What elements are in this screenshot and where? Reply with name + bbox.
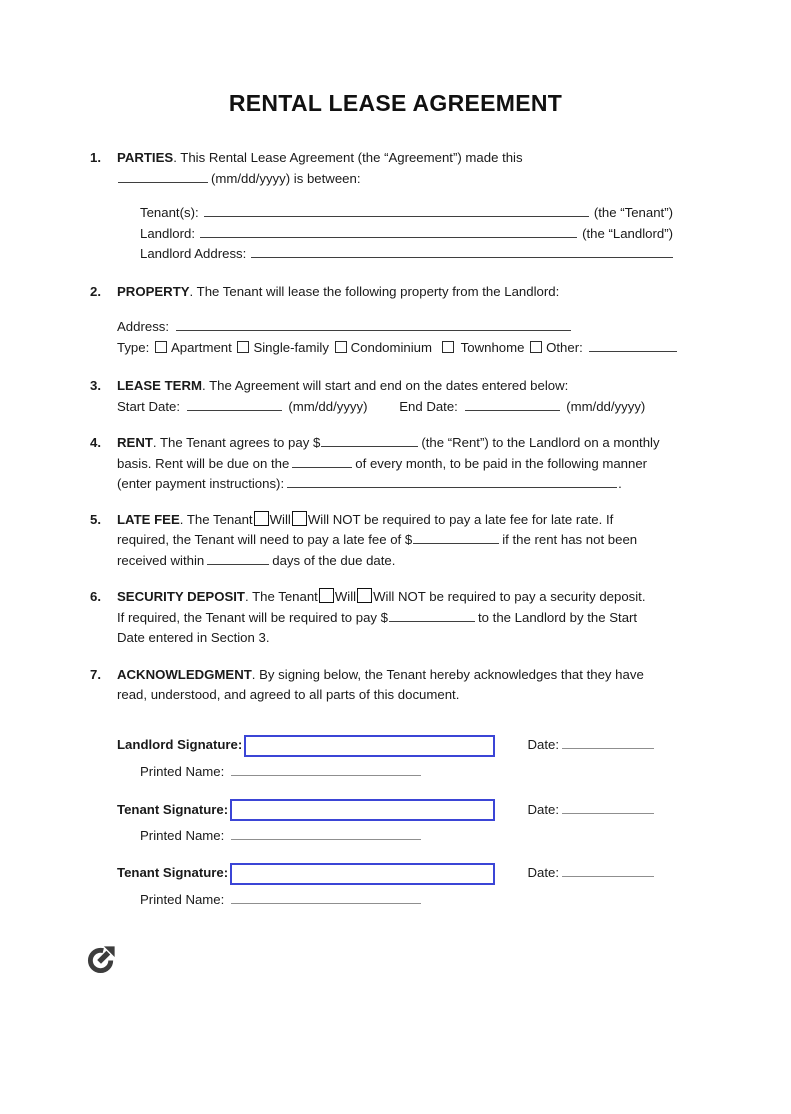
signature-area (117, 735, 791, 911)
late-fee-text-6: days of the due date. (272, 552, 396, 568)
rent-text-4: of every month, to be paid in the following manner (355, 455, 648, 471)
tenant1-signature-input[interactable] (230, 799, 495, 821)
section-number: 3. (90, 378, 101, 393)
late-fee-will-label: Will (269, 511, 291, 527)
section-acknowledgment (90, 665, 791, 706)
deposit-text-4: to the Landlord by the Start (478, 609, 638, 625)
townhome-checkbox[interactable] (442, 341, 454, 353)
property-text-1: . The Tenant will lease the following property from the Landlord: (189, 283, 560, 299)
section-number: 4. (90, 435, 101, 450)
tenant2-date-label: Date: (527, 865, 559, 881)
tenant2-signature-row (117, 863, 657, 885)
start-date-format: (mm/dd/yyyy) (288, 398, 368, 414)
late-fee-text-1: . The Tenant (179, 511, 253, 527)
tenant2-date-blank (562, 863, 654, 877)
late-fee-text-3: required, the Tenant will need to pay a late fee of $ (117, 532, 413, 547)
landlord-signature-label: Landlord Signature: (117, 737, 243, 753)
section-heading: RENT (117, 435, 153, 450)
single-family-checkbox[interactable] (237, 341, 249, 353)
end-date-format: (mm/dd/yyyy) (566, 398, 646, 414)
section-heading: PROPERTY (117, 283, 190, 299)
section-heading: PARTIES (117, 150, 174, 165)
late-fee-will-checkbox[interactable] (254, 511, 269, 526)
other-type-blank (589, 338, 677, 352)
section-property (90, 282, 791, 359)
end-date-label: End Date: (399, 398, 458, 414)
late-fee-days-blank (207, 551, 269, 565)
landlord-printed-name-row (140, 762, 791, 783)
landlord-address-row (140, 244, 673, 265)
tenant-name-blank (204, 203, 589, 217)
parties-text-2: (mm/dd/yyyy) is between: (211, 170, 361, 186)
rent-text-1: . The Tenant agrees to pay $ (152, 435, 321, 450)
single-family-label: Single-family (253, 339, 329, 355)
tenant1-signature-label: Tenant Signature: (117, 801, 229, 817)
rent-text-2: (the “Rent”) to the Landlord on a monthly (421, 435, 660, 450)
deposit-text-5: Date entered in Section 3. (117, 630, 270, 645)
start-date-label: Start Date: (117, 398, 181, 414)
deposit-amount-blank (389, 608, 475, 622)
late-fee-will-not-checkbox[interactable] (292, 511, 307, 526)
tenant1-signature-row (117, 799, 657, 821)
late-fee-amount-blank (413, 530, 499, 544)
section-heading: LEASE TERM (117, 378, 202, 393)
section-parties (90, 148, 791, 265)
property-address-label: Address: (117, 319, 170, 334)
landlord-signature-input[interactable] (244, 735, 495, 757)
property-address-row (117, 317, 709, 338)
late-fee-text-4: if the rent has not been (502, 532, 638, 547)
section-number: 6. (90, 589, 101, 604)
section-number: 2. (90, 283, 101, 299)
late-fee-text-2: Will NOT be required to pay a late fee for late rate. If (307, 511, 614, 527)
rent-text-3: basis. Rent will be due on the (117, 455, 290, 471)
landlord-name-row (140, 224, 673, 245)
tenant-name-row (140, 203, 673, 224)
acknowledgment-text-2: read, understood, and agreed to all parts of this document. (117, 687, 460, 702)
section-number: 7. (90, 666, 101, 682)
page-title: RENTAL LEASE AGREEMENT (228, 90, 563, 116)
agreement-date-blank (118, 169, 208, 183)
tenant2-printed-name-blank (231, 890, 421, 904)
landlord-name-blank (200, 224, 577, 238)
rent-amount-blank (321, 433, 418, 447)
circular-arrow-logo-icon (87, 943, 791, 981)
section-heading: ACKNOWLEDGMENT (117, 666, 252, 682)
other-label: Other: (546, 339, 583, 355)
rent-text-6: . (618, 476, 622, 491)
rent-text-5: (enter payment instructions): (117, 476, 285, 491)
landlord-signature-row (117, 735, 657, 757)
landlord-date-blank (562, 735, 654, 749)
apartment-label: Apartment (170, 339, 232, 355)
landlord-label: Landlord: (140, 225, 195, 241)
start-date-blank (187, 397, 282, 411)
section-heading: LATE FEE (117, 511, 180, 527)
apartment-checkbox[interactable] (155, 341, 167, 353)
rent-due-day-blank (292, 454, 352, 468)
late-fee-text-5: received within (117, 552, 205, 568)
tenant1-printed-name-label: Printed Name: (140, 828, 225, 843)
section-security-deposit (90, 587, 791, 649)
deposit-will-checkbox[interactable] (319, 588, 334, 603)
tenant2-signature-label: Tenant Signature: (117, 865, 229, 881)
other-checkbox[interactable] (530, 341, 542, 353)
section-rent (90, 433, 791, 495)
landlord-printed-name-blank (231, 762, 421, 776)
condominium-label: Condominium (350, 339, 432, 355)
property-type-row (117, 338, 709, 359)
section-number: 1. (90, 150, 101, 165)
deposit-text-1: . The Tenant (245, 589, 318, 604)
tenant2-signature-input[interactable] (230, 863, 495, 885)
tenant1-printed-name-blank (231, 826, 421, 840)
property-type-label: Type: (117, 339, 150, 355)
landlord-suffix: (the “Landlord”) (582, 225, 673, 241)
tenant-label: Tenant(s): (140, 205, 199, 220)
section-heading: SECURITY DEPOSIT (117, 589, 245, 604)
section-number: 5. (90, 511, 101, 527)
lease-term-text-1: . The Agreement will start and end on the dates entered below: (202, 378, 569, 393)
condominium-checkbox[interactable] (335, 341, 347, 353)
end-date-blank (465, 397, 560, 411)
landlord-date-label: Date: (527, 737, 559, 753)
tenant1-date-label: Date: (527, 801, 559, 817)
landlord-address-blank (251, 244, 673, 258)
tenant2-printed-name-row (140, 890, 791, 911)
tenant-suffix: (the “Tenant”) (593, 205, 673, 220)
property-address-blank (176, 317, 571, 331)
document-page (0, 90, 791, 1114)
tenant2-printed-name-label: Printed Name: (140, 891, 225, 907)
townhome-label: Townhome (460, 339, 525, 355)
deposit-text-2: Will NOT be required to pay a security deposit. (373, 589, 646, 604)
tenant1-date-blank (562, 800, 654, 814)
deposit-will-not-checkbox[interactable] (357, 588, 372, 603)
parties-text-1: . This Rental Lease Agreement (the “Agreement”) made this (173, 150, 523, 165)
landlord-printed-name-label: Printed Name: (140, 763, 225, 779)
landlord-address-label: Landlord Address: (140, 246, 247, 261)
section-late-fee (90, 510, 791, 572)
payment-instructions-blank (287, 474, 617, 488)
deposit-will-label: Will (334, 589, 357, 604)
deposit-text-3: If required, the Tenant will be required to pay $ (117, 609, 388, 625)
acknowledgment-text-1: . By signing below, the Tenant hereby acknowledges that they have (251, 666, 644, 682)
tenant1-printed-name-row (140, 826, 791, 847)
section-lease-term (90, 376, 791, 417)
